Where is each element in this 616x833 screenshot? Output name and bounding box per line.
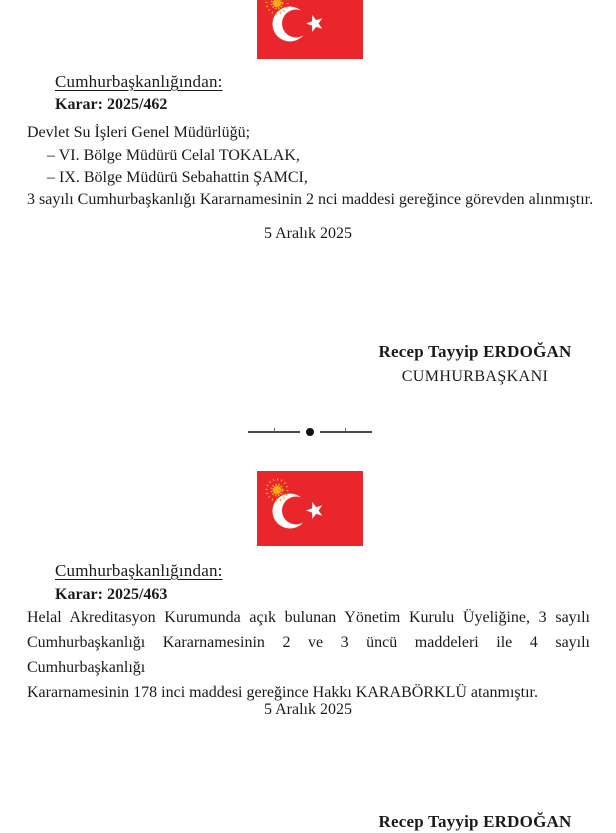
divider-bullet-icon — [306, 428, 314, 436]
decree2-body-line: Helal Akreditasyon Kurumunda açık bulunan Yönetim Kurulu Üyeliğine, 3 sayılı — [27, 609, 590, 626]
decree1-body-line: Devlet Su İşleri Genel Müdürlüğü; — [27, 124, 251, 141]
decree2-date: 5 Aralık 2025 — [264, 701, 352, 718]
decree1-signature — [334, 342, 616, 386]
decree1-heading: Cumhurbaşkanlığından: — [55, 72, 223, 91]
decree2-signature — [334, 812, 616, 832]
decree2-heading: Cumhurbaşkanlığından: — [55, 561, 223, 580]
decree2-karar-number: Karar: 2025/463 — [55, 586, 168, 603]
turkish-flag-icon — [257, 0, 363, 59]
decree1-signature-name: Recep Tayyip ERDOĞAN — [378, 342, 572, 361]
section-divider-icon — [248, 424, 372, 440]
decree2-body-line: Cumhurbaşkanlığı Kararnamesinin 2 ve 3 üncü maddeleri ile 4 sayılı Cumhurbaşkanlığı — [27, 634, 590, 676]
decree1-body-line: 3 sayılı Cumhurbaşkanlığı Kararnamesinin 2 nci maddesi gereğince görevden alınmıştır. — [27, 191, 594, 208]
decree1-karar-number: Karar: 2025/462 — [55, 96, 168, 113]
decree1-list-item: – VI. Bölge Müdürü Celal TOKALAK, — [47, 147, 300, 164]
decree2-body-line: Kararnamesinin 178 inci maddesi gereğince Hakkı KARABÖRKLÜ atanmıştır. — [27, 684, 538, 701]
decree1-date: 5 Aralık 2025 — [264, 225, 352, 242]
decree1-list-item: – IX. Bölge Müdürü Sebahattin ŞAMCI, — [47, 169, 308, 186]
turkish-flag-icon — [257, 471, 363, 546]
decree2-body — [27, 605, 590, 705]
decree1-signature-title: CUMHURBAŞKANI — [401, 368, 549, 385]
decree2-signature-name: Recep Tayyip ERDOĞAN — [378, 812, 572, 831]
